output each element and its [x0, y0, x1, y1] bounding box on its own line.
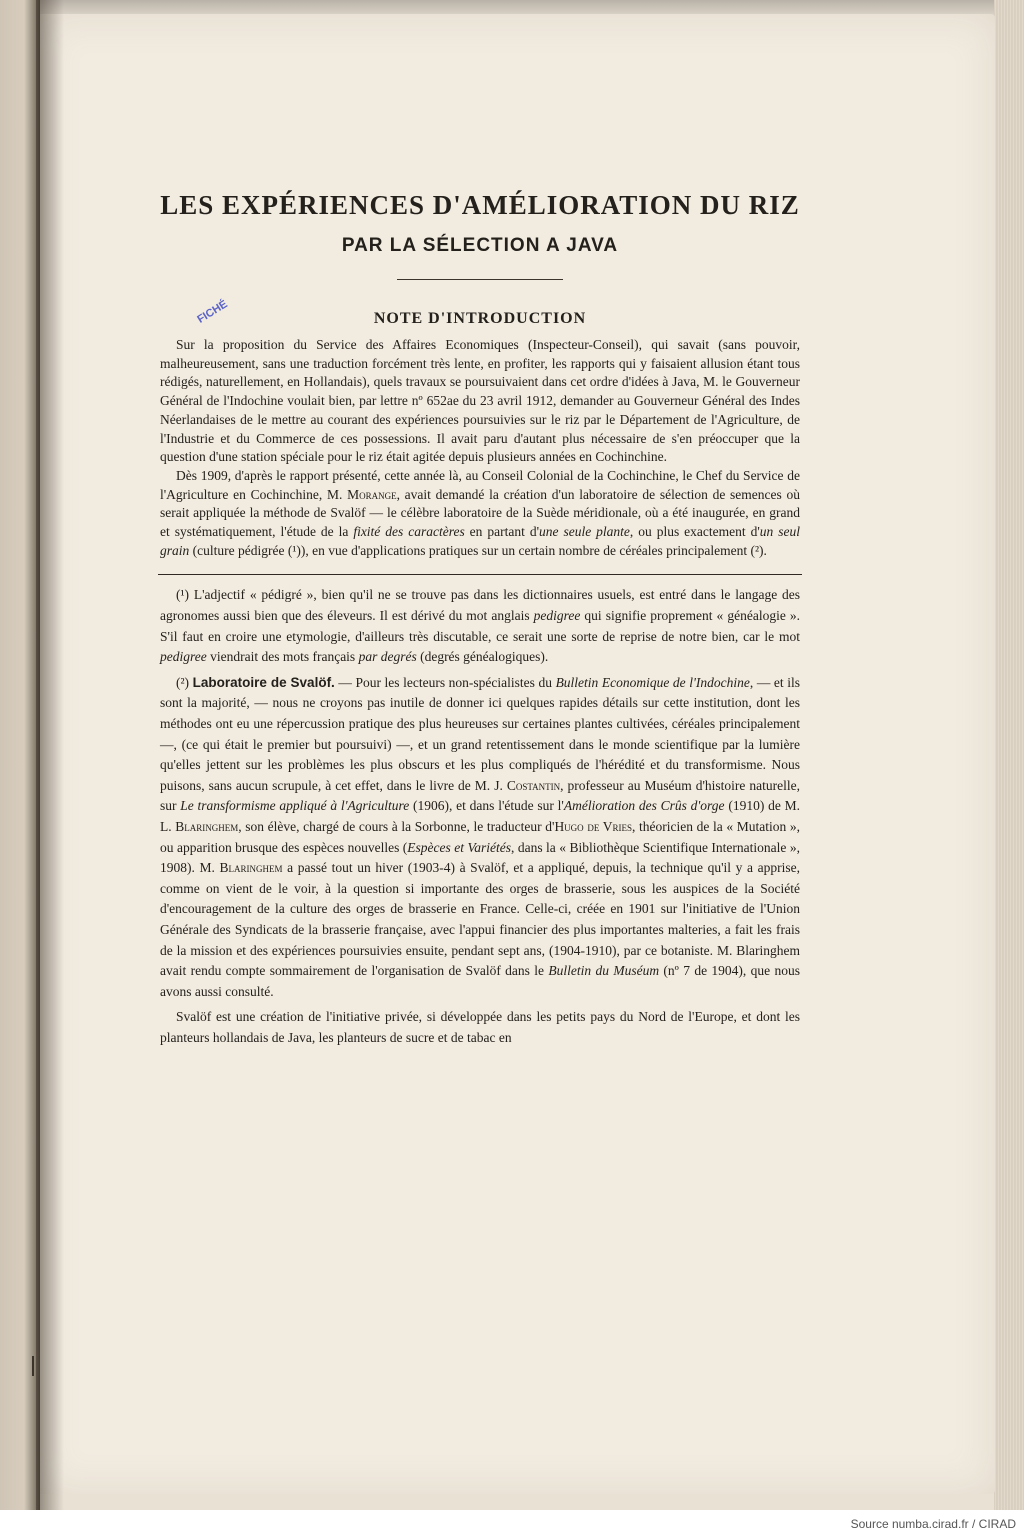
article	[160, 190, 800, 1054]
title-divider	[397, 279, 563, 280]
section-heading: NOTE D'INTRODUCTION	[373, 310, 587, 327]
fiche-stamp: FICHÉ	[195, 298, 230, 326]
footnote-2: (²) Laboratoire de Svalöf. — Pour les lecteurs non-spécialistes du Bulletin Economique de l'Indochine, — et ils sont la majorité, — nous ne croyons pas inutile de donner ici quelques rapides détails sur cette institution, dont les méthodes ont eu une répercussion pratique des plus heureuses sur certaines plantes cultivées, céréales principalement —, (ce qui était le premier but poursuivi) —, et un grand retentissement dans le monde scientifique par la lumière qu'elles jettent sur les problèmes les plus obscurs et les plus compliqués de l'hérédité et du transformisme. Nous puisons, sans aucun scrupule, à cet effet, dans le livre de M. J. Costantin, professeur au Muséum d'histoire naturelle, sur Le transformisme appliqué à l'Agriculture (1906), et dans l'étude sur l'Amélioration des Crûs d'orge (1910) de M. L. Blaringhem, son élève, chargé de cours à la Sorbonne, le traducteur d'Hugo de Vries, théoricien de la « Mutation », ou apparition brusque des espèces nouvelles (Espèces et Variétés, dans la « Bibliothèque Scientifique Internationale », 1908). M. Blaringhem a passé tout un hiver (1903-4) à Svalöf, et a appliqué, depuis, la technique qu'il y a apprise, comme on vient de le voir, à la question si importante des orges de brasserie, sous les auspices de la Société d'encouragement de la culture des orges de brasserie en France. Celle-ci, créée en 1901 sur l'initiative de l'Union Générale des Syndicats de la brasserie française, avec l'appui financier des plus importantes malteries, a fait les frais de la mission et des expériences poursuivies ensuite, pendant sept ans, (1904-1910), par ce botaniste. M. Blaringhem avait rendu compte sommairement de l'organisation de Svalöf dans le Bulletin du Muséum (nº 7 de 1904), que nous avons aussi consulté.	[160, 674, 801, 999]
footnote-3: Svalöf est une création de l'initiative privée, si développée dans les petits pays du Nord de l'Europe, et dont les planteurs hollandais de Java, les planteurs de sucre et de tabac en	[160, 1009, 800, 1045]
footnote-1: (¹) L'adjectif « pédigré », bien qu'il ne se trouve pas dans les dictionnaires usuels, est entré dans le langage des agronomes aussi bien que des éleveurs. Il est dérivé du mot anglais pedigree qui signifie proprement « généalogie ». S'il faut en croire une etymologie, d'ailleurs très discutable, ce serait une sorte de reprise de notre bien, car le mot pedigree viendrait des mots français par degrés (degrés généalogiques).	[160, 587, 800, 665]
spine-shadow	[36, 0, 64, 1510]
article-subtitle: PAR LA SÉLECTION A JAVA	[341, 235, 619, 256]
page-stack-edges	[994, 0, 1024, 1510]
margin-mark	[32, 1356, 34, 1376]
footnote-heading: Laboratoire de Svalöf.	[192, 674, 335, 690]
article-title: LES EXPÉRIENCES D'AMÉLIORATION DU RIZ	[160, 190, 800, 220]
left-page-edge	[0, 0, 40, 1510]
footnote-divider	[158, 574, 802, 575]
body-text	[160, 336, 800, 560]
paragraph-2: Dès 1909, d'après le rapport présenté, cette année là, au Conseil Colonial de la Cochinchine, le Chef du Service de l'Agriculture en Cochinchine, M. Morange, avait demandé la création d'un laboratoire de sélection de semences où serait appliquée la méthode de Svalöf — le célèbre laboratoire de la Suède méridionale, où a été inaugurée, en grand et systématiquement, l'étude de la fixité des caractères en partant d'une seule plante, ou plus exactement d'un seul grain (culture pédigrée (¹)), en vue d'applications pratiques sur un certain nombre de céréales principalement (²).	[160, 467, 800, 558]
paragraph-1: Sur la proposition du Service des Affaires Economiques (Inspecteur-Conseil), qui savait (sans pouvoir, malheureusement, sans une traduction forcément très lente, en profiter, les rapports qui y faisaient allusion étant tous rédigés, naturellement, en Hollandais), quels travaux se poursuivaient dans cet ordre d'idées à Java, M. le Gouverneur Général de l'Indochine voulait bien, par lettre nº 652ae du 23 avril 1912, demander au Gouverneur Général des Indes Néerlandaises de le mettre au courant des expériences poursuivies sur le riz par le Département de l'Agriculture, de l'Industrie et du Commerce de ces possessions. Il avait paru d'autant plus nécessaire de s'en préoccuper que la question d'une station spéciale pour le riz était agitée depuis plusieurs années en Cochinchine.	[160, 337, 800, 465]
footnotes	[160, 585, 800, 1048]
source-credit: Source numba.cirad.fr / CIRAD	[850, 1517, 1016, 1531]
person-name: Morange	[347, 486, 397, 502]
